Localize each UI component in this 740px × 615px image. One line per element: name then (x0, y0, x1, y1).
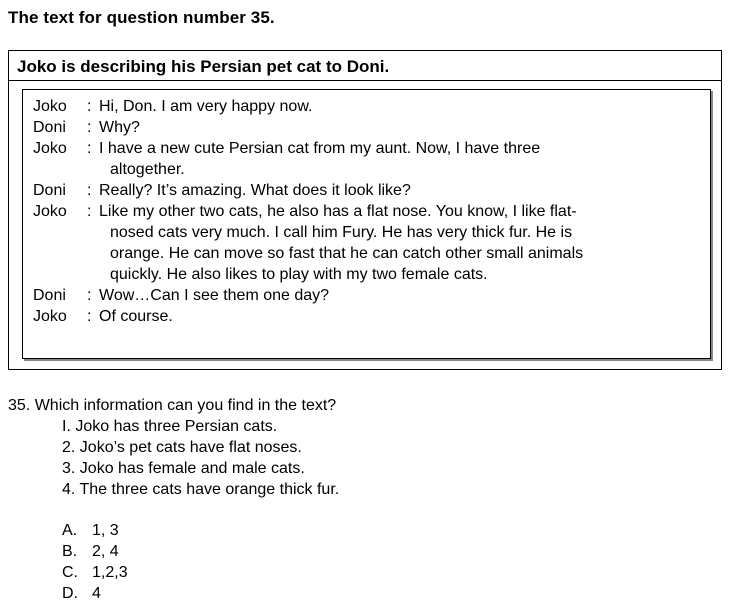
option-letter: A. (62, 522, 78, 539)
option-text: 2, 4 (92, 543, 119, 560)
dialog-line: I have a new cute Persian cat from my aunt. Now, I have three (99, 140, 541, 157)
option-text: 4 (92, 585, 101, 602)
dialog-box (22, 89, 711, 359)
answer-option-d[interactable] (62, 583, 128, 604)
dialog-line: Wow…Can I see them one day? (99, 287, 330, 304)
speaker-colon: : (87, 140, 92, 157)
speaker-name: Joko (33, 203, 67, 220)
answer-option-c[interactable] (62, 562, 128, 583)
dialog-line: nosed cats very much. I call him Fury. He has very thick fur. He is (110, 224, 573, 241)
dialog-line: Of course. (99, 308, 173, 325)
text-title: Joko is describing his Persian pet cat to Doni. (17, 57, 390, 76)
dialog-turn (33, 180, 583, 201)
speaker-name: Joko (33, 308, 67, 325)
speaker-colon: : (87, 182, 92, 199)
question-text: 35. Which information can you find in the text? (8, 397, 337, 414)
dialog-line: Really? It’s amazing. What does it look like? (99, 182, 411, 199)
statement-item: 4. The three cats have orange thick fur. (62, 481, 340, 498)
dialog-turn (33, 285, 583, 306)
speaker-name: Joko (33, 140, 67, 157)
answer-options (62, 520, 128, 604)
option-letter: B. (62, 543, 78, 560)
speaker-colon: : (87, 308, 92, 325)
statement-list (62, 416, 339, 500)
speaker-colon: : (87, 98, 92, 115)
speaker-name: Doni (33, 182, 66, 199)
speaker-name: Joko (33, 98, 67, 115)
dialog-line: Hi, Don. I am very happy now. (99, 98, 313, 115)
dialog-line: altogether. (110, 161, 185, 178)
speaker-name: Doni (33, 119, 66, 136)
option-text: 1,2,3 (92, 564, 128, 581)
speaker-colon: : (87, 203, 92, 220)
answer-option-a[interactable] (62, 520, 128, 541)
dialog-turn (33, 306, 583, 327)
speaker-name: Doni (33, 287, 66, 304)
reading-text-box (8, 50, 722, 370)
dialog-line: Why? (99, 119, 140, 136)
option-letter: D. (62, 585, 78, 602)
dialog (33, 96, 583, 327)
dialog-turn (33, 96, 583, 117)
dialog-line: Like my other two cats, he also has a flat nose. You know, I like flat- (99, 203, 577, 220)
speaker-colon: : (87, 287, 92, 304)
page-heading: The text for question number 35. (8, 8, 275, 27)
dialog-line: quickly. He also likes to play with my two female cats. (110, 266, 488, 283)
dialog-turn (33, 117, 583, 138)
dialog-turn (33, 201, 583, 285)
statement-item: 3. Joko has female and male cats. (62, 460, 305, 477)
speaker-colon: : (87, 119, 92, 136)
option-letter: C. (62, 564, 78, 581)
statement-item: 2. Joko’s pet cats have flat noses. (62, 439, 302, 456)
statement-item: I. Joko has three Persian cats. (62, 418, 278, 435)
dialog-line: orange. He can move so fast that he can catch other small animals (110, 245, 584, 262)
title-divider (9, 80, 721, 81)
answer-option-b[interactable] (62, 541, 128, 562)
option-text: 1, 3 (92, 522, 119, 539)
dialog-turn (33, 138, 583, 180)
